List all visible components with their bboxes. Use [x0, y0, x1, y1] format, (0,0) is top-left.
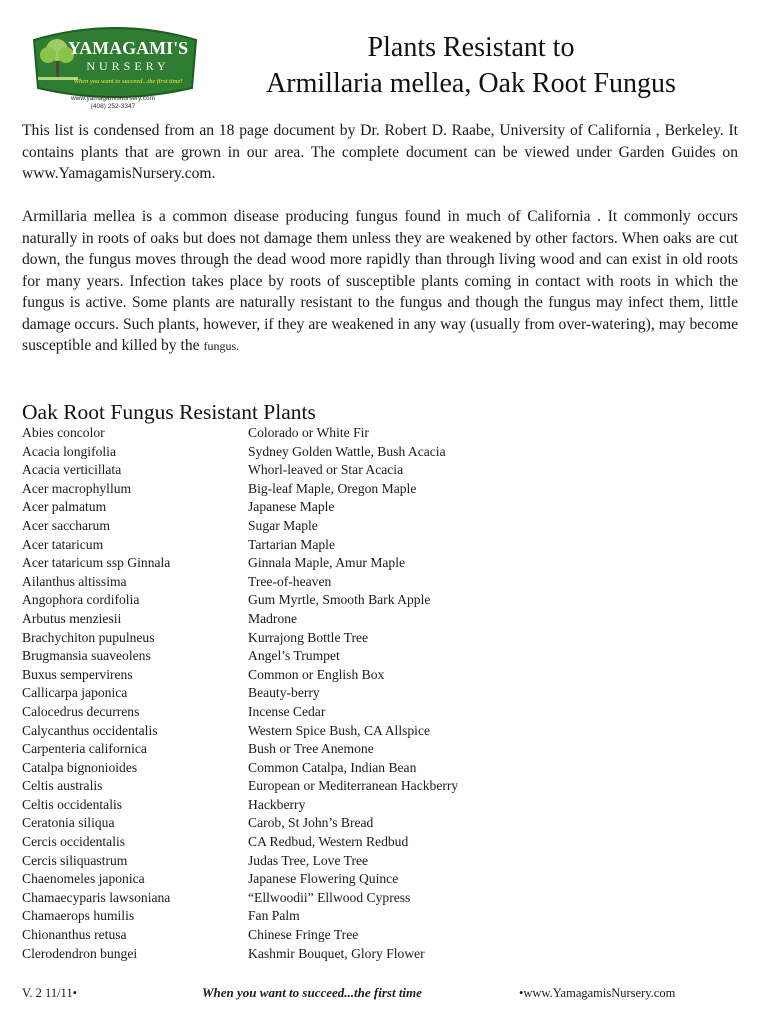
plant-row	[22, 703, 738, 722]
plant-latin-name: Calocedrus decurrens	[22, 703, 140, 719]
plant-row	[22, 480, 738, 499]
intro-paragraph-2-tail: fungus.	[203, 339, 240, 353]
plant-row	[22, 907, 738, 926]
plant-latin-name: Angophora cordifolia	[22, 592, 140, 608]
plant-row	[22, 517, 738, 536]
footer-version: V. 2 11/11•	[22, 986, 77, 1000]
plant-common-name: Tartarian Maple	[248, 536, 335, 552]
logo-tagline: When you want to succeed...the first time!	[73, 78, 183, 85]
title-line-2: Armillaria mellea, Oak Root Fungus	[266, 68, 676, 99]
plant-common-name: Judas Tree, Love Tree	[248, 852, 369, 868]
plant-common-name: Common or English Box	[248, 666, 385, 682]
plant-common-name: Hackberry	[248, 796, 306, 812]
plant-common-name: Japanese Maple	[248, 499, 335, 515]
logo-contact	[33, 95, 193, 111]
plant-latin-name: Acacia verticillata	[22, 462, 122, 478]
plant-latin-name: Acer palmatum	[22, 499, 107, 515]
intro-paragraph-1: This list is condensed from an 18 page document by Dr. Robert D. Raabe, University of California , Berkeley. It contains plants that are grown in our area. The complete document can be viewed under Garden Guides on www.YamagamisNursery.com.	[22, 122, 738, 182]
footer-tagline: When you want to succeed...the first time	[202, 985, 422, 1000]
plant-row	[22, 722, 738, 741]
plant-common-name: CA Redbud, Western Redbud	[248, 834, 409, 850]
plant-row	[22, 814, 738, 833]
plant-latin-name: Ceratonia siliqua	[22, 815, 115, 831]
plant-row	[22, 945, 738, 964]
plant-row	[22, 684, 738, 703]
plant-latin-name: Chamaerops humilis	[22, 908, 135, 924]
plant-common-name: Kurrajong Bottle Tree	[248, 629, 369, 645]
plant-common-name: Japanese Flowering Quince	[248, 871, 399, 887]
page-title	[215, 30, 727, 102]
plant-latin-name: Acer tataricum	[22, 536, 104, 552]
plant-row	[22, 926, 738, 945]
plant-latin-name: Catalpa bignonioides	[22, 759, 138, 775]
plant-list	[22, 424, 738, 963]
logo-badge	[30, 22, 200, 102]
section-heading: Oak Root Fungus Resistant Plants	[22, 400, 316, 424]
plant-common-name: Ginnala Maple, Amur Maple	[248, 555, 406, 571]
plant-row	[22, 443, 738, 462]
plant-common-name: Big-leaf Maple, Oregon Maple	[248, 480, 417, 496]
plant-latin-name: Acer saccharum	[22, 517, 110, 533]
plant-row	[22, 796, 738, 815]
plant-common-name: Whorl-leaved or Star Acacia	[248, 462, 404, 478]
plant-latin-name: Chaenomeles japonica	[22, 871, 145, 887]
title-line-1: Plants Resistant to	[367, 32, 575, 63]
plant-row	[22, 573, 738, 592]
plant-common-name: Madrone	[248, 610, 298, 626]
plant-row	[22, 629, 738, 648]
plant-latin-name: Chamaecyparis lawsoniana	[22, 889, 171, 905]
plant-row	[22, 852, 738, 871]
plant-latin-name: Callicarpa japonica	[22, 685, 128, 701]
plant-row	[22, 870, 738, 889]
plant-latin-name: Brachychiton pupulneus	[22, 629, 155, 645]
logo-url: www.yamagamisnursery.com	[70, 95, 156, 102]
plant-latin-name: Carpenteria californica	[22, 741, 147, 757]
plant-latin-name: Ailanthus altissima	[22, 573, 127, 589]
logo-name: YAMAGAMI'S	[67, 38, 189, 58]
plant-common-name: Common Catalpa, Indian Bean	[248, 759, 417, 775]
plant-latin-name: Calycanthus occidentalis	[22, 722, 158, 738]
plant-row	[22, 666, 738, 685]
plant-row	[22, 424, 738, 443]
intro-paragraph-2	[22, 206, 738, 358]
plant-common-name: Gum Myrtle, Smooth Bark Apple	[248, 592, 431, 608]
plant-common-name: Carob, St John’s Bread	[248, 815, 374, 831]
plant-common-name: Fan Palm	[248, 908, 300, 924]
plant-row	[22, 591, 738, 610]
plant-common-name: Kashmir Bouquet, Glory Flower	[248, 945, 425, 961]
intro-paragraph-2-body: Armillaria mellea is a common disease producing fungus found in much of California . It commonly occurs naturally in roots of oaks but does not damage them unless they are weakened by other factors. When oaks are cut down, the fungus moves through the dead wood more rapidly than through living wood and can exist in old roots for many years. Infection takes place by roots of susceptible plants coming in contact with roots in which the fungus is active. Some plants are naturally resistant to the fungus and though the fungus may infect them, little damage occurs. Such plants, however, if they are weakened in any way (usually from over-watering), may become susceptible and killed by the	[22, 208, 738, 354]
logo-phone: (408) 252-3347	[90, 103, 136, 110]
plant-latin-name: Cercis siliquastrum	[22, 852, 128, 868]
plant-latin-name: Buxus sempervirens	[22, 666, 133, 682]
plant-common-name: Chinese Fringe Tree	[248, 927, 359, 943]
plant-row	[22, 759, 738, 778]
plant-latin-name: Cercis occidentalis	[22, 834, 126, 850]
plant-common-name: Western Spice Bush, CA Allspice	[248, 722, 431, 738]
plant-common-name: Sydney Golden Wattle, Bush Acacia	[248, 443, 446, 459]
plant-common-name: Sugar Maple	[248, 517, 318, 533]
plant-row	[22, 554, 738, 573]
plant-latin-name: Acacia longifolia	[22, 443, 116, 459]
plant-common-name: Colorado or White Fir	[248, 425, 369, 440]
plant-common-name: Beauty-berry	[248, 685, 320, 701]
page-footer	[22, 984, 738, 1002]
plant-latin-name: Celtis australis	[22, 778, 103, 794]
plant-row	[22, 647, 738, 666]
plant-row	[22, 833, 738, 852]
plant-latin-name: Brugmansia suaveolens	[22, 648, 151, 664]
plant-common-name: Tree-of-heaven	[248, 573, 332, 589]
plant-common-name: “Ellwoodii” Ellwood Cypress	[248, 889, 411, 905]
plant-common-name: Incense Cedar	[248, 703, 326, 719]
plant-row	[22, 498, 738, 517]
plant-common-name: European or Mediterranean Hackberry	[248, 778, 459, 794]
plant-row	[22, 889, 738, 908]
plant-latin-name: Abies concolor	[22, 425, 105, 440]
plant-latin-name: Arbutus menziesii	[22, 610, 122, 626]
logo-subname: NURSERY	[86, 59, 170, 73]
plant-latin-name: Chionanthus retusa	[22, 927, 127, 943]
plant-latin-name: Acer tataricum ssp Ginnala	[22, 555, 171, 571]
plant-common-name: Bush or Tree Anemone	[248, 741, 374, 757]
footer-site: •www.YamagamisNursery.com	[519, 986, 676, 1000]
plant-latin-name: Celtis occidentalis	[22, 796, 123, 812]
plant-row	[22, 461, 738, 480]
plant-latin-name: Acer macrophyllum	[22, 480, 132, 496]
plant-row	[22, 740, 738, 759]
plant-common-name: Angel’s Trumpet	[248, 648, 340, 664]
plant-row	[22, 536, 738, 555]
plant-row	[22, 777, 738, 796]
plant-row	[22, 610, 738, 629]
plant-latin-name: Clerodendron bungei	[22, 945, 138, 961]
